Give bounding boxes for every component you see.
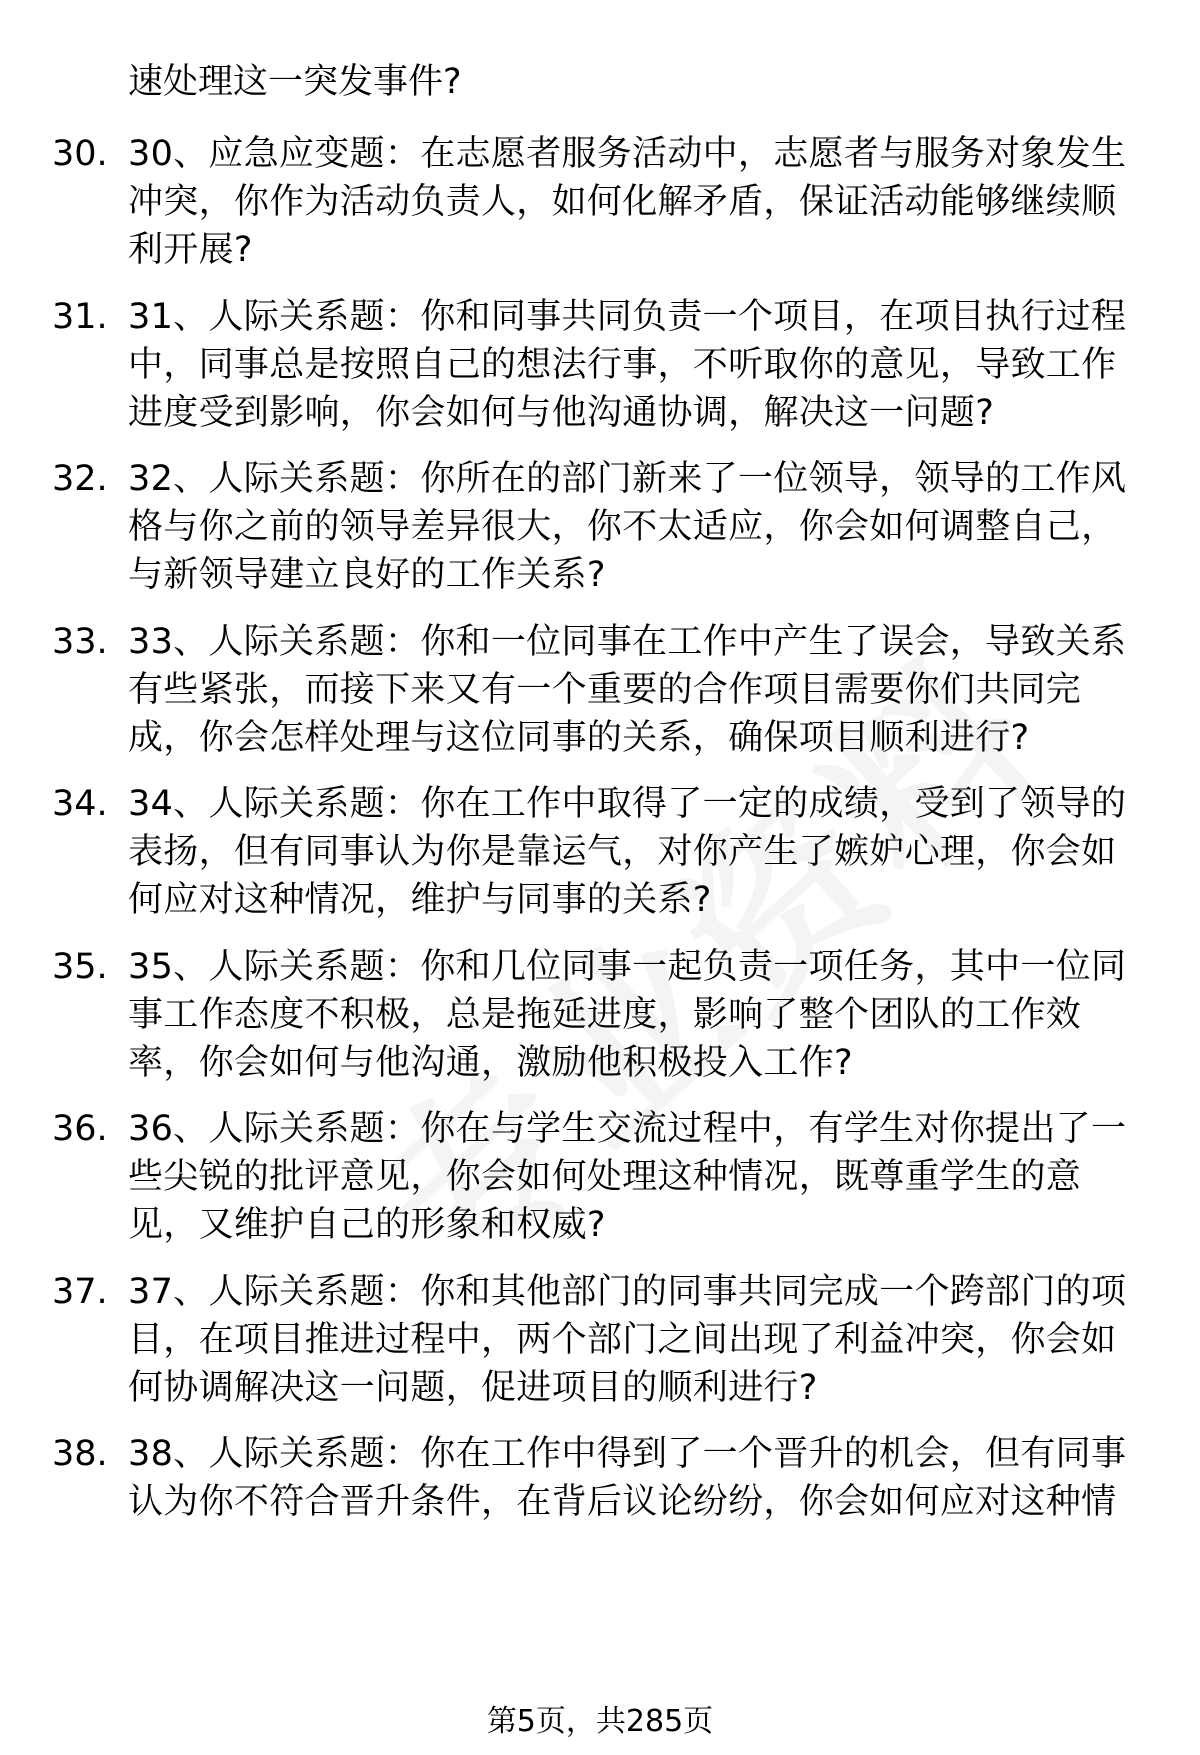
item-text: 31、人际关系题：你和同事共同负责一个项目，在项目执行过程中，同事总是按照自己的想法行事，不听取你的意见，导致工作进度受到影响，你会如何与他沟通协调，解决这一问题? [128, 297, 1127, 433]
item-number: 31. [52, 297, 108, 337]
item-number: 37. [52, 1272, 108, 1312]
item-text: 37、人际关系题：你和其他部门的同事共同完成一个跨部门的项目，在项目推进过程中，两个部门之间出现了利益冲突，你会如何协调解决这一问题，促进项目的顺利进行? [128, 1272, 1127, 1408]
item-text: 32、人际关系题：你所在的部门新来了一位领导，领导的工作风格与你之前的领导差异很大，你不太适应，你会如何调整自己，与新领导建立良好的工作关系? [128, 459, 1127, 595]
item-text: 33、人际关系题：你和一位同事在工作中产生了误会，导致关系有些紧张，而接下来又有一个重要的合作项目需要你们共同完成，你会怎样处理与这位同事的关系，确保项目顺利进行? [128, 622, 1127, 758]
item-number: 32. [52, 459, 108, 499]
item-text: 35、人际关系题：你和几位同事一起负责一项任务，其中一位同事工作态度不积极，总是拖延进度，影响了整个团队的工作效率，你会如何与他沟通，激励他积极投入工作? [128, 947, 1127, 1083]
item-text: 36、人际关系题：你在与学生交流过程中，有学生对你提出了一些尖锐的批评意见，你会如何处理这种情况，既尊重学生的意见，又维护自己的形象和权威? [128, 1109, 1127, 1245]
item-number: 36. [52, 1109, 108, 1149]
continuation-text: 速处理这一突发事件? [128, 62, 462, 102]
item-number: 34. [52, 784, 108, 824]
item-number: 33. [52, 622, 108, 662]
item-number: 35. [52, 947, 108, 987]
item-number: 38. [52, 1434, 108, 1474]
page-footer: 第5页，共285页 [486, 1704, 714, 1739]
item-text: 34、人际关系题：你在工作中取得了一定的成绩，受到了领导的表扬，但有同事认为你是靠运气，对你产生了嫉妒心理，你会如何应对这种情况，维护与同事的关系? [128, 784, 1127, 920]
item-text: 38、人际关系题：你在工作中得到了一个晋升的机会，但有同事认为你不符合晋升条件，在背后议论纷纷，你会如何应对这种情 [128, 1434, 1127, 1522]
item-text: 30、应急应变题：在志愿者服务活动中，志愿者与服务对象发生冲突，你作为活动负责人，如何化解矛盾，保证活动能够继续顺利开展? [128, 134, 1127, 270]
item-number: 30. [52, 134, 108, 174]
